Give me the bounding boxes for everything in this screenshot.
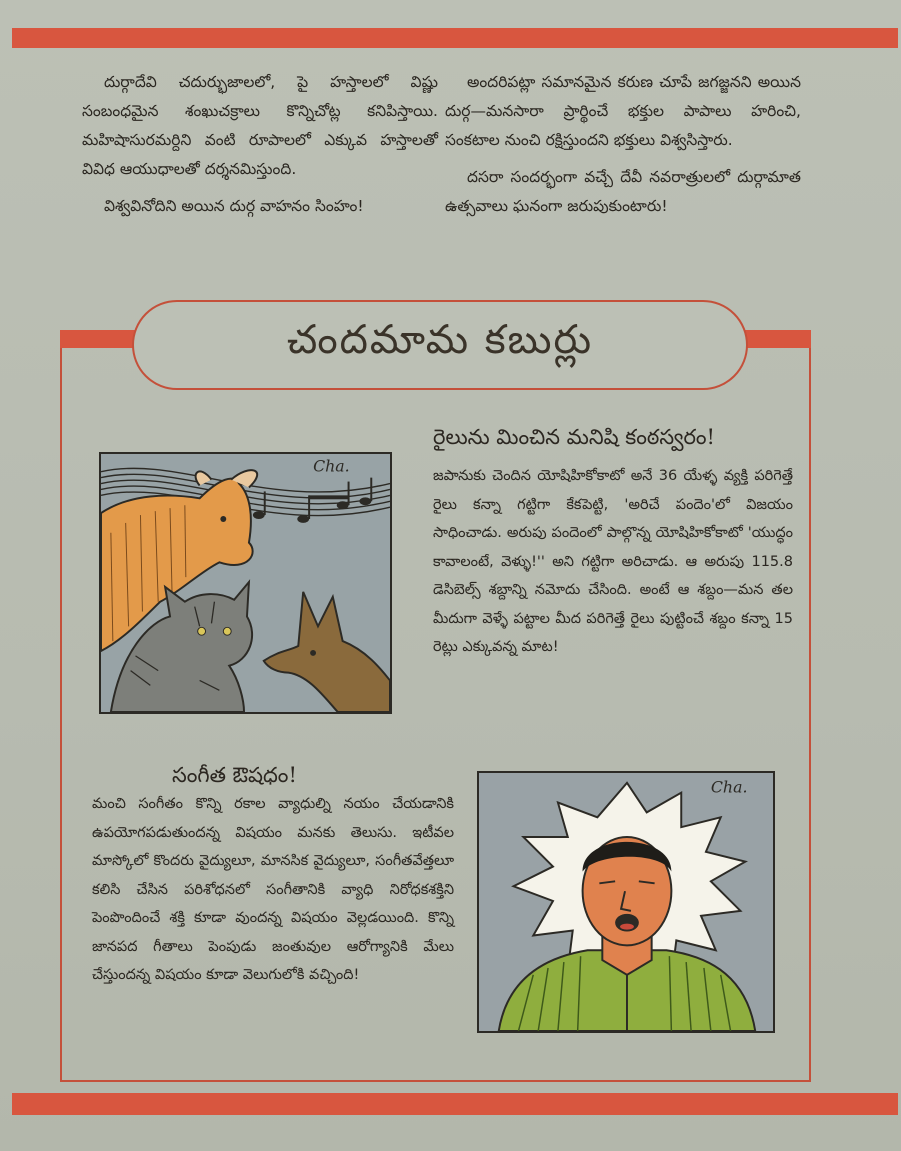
section-title: చందమామ కబుర్లు (132, 300, 748, 390)
article-title: రైలును మించిన మనిషి కంఠస్వరం! (433, 425, 715, 449)
top-red-band (12, 28, 898, 48)
article-body: జపానుకు చెందిన యోషిహికోకాటో అనే 36 యేళ్ళ వ్యక్తి పరిగెత్తే రైలు కన్నా గట్టిగా కేకపెట్టి, 'అరిచే పందెం'లో విజయం సాధించాడు. అరుపు పందెంలో పాల్గొన్న యోషిహికోకాటో 'యుద్ధం కావాలంటే, వెళ్ళు!'' అని గట్టిగా అరిచాడు. ఆ అరుపు 115.8 డెసిబెల్స్ శబ్దాన్ని నమోదు చేసింది. అంటే ఆ శబ్దం—మన తల మీదుగా వెళ్ళే పట్టాల మీద పరిగెత్తే రైలు పుట్టించే శబ్దం కన్నా 15 రెట్లు ఎక్కువన్న మాట! (433, 468, 793, 655)
intro-paragraph: విశ్వవినోదిని అయిన దుర్గ వాహనం సింహం! (104, 197, 364, 215)
animals-music-illustration (99, 452, 392, 714)
intro-paragraph: దుర్గాదేవి చదుర్భుజాలలో, పై హస్తాలలో విష్ణు సంబంధమైన శంఖుచక్రాలు కొన్నిచోట్ల కనిపిస్తాయి. మహిషాసురమర్దిని వంటి రూపాలలో ఎక్కువ హస్తాలతో వివిధ ఆయుధాలతో దర్శనమిస్తుంది. (82, 73, 438, 178)
singing-man-illustration (477, 771, 775, 1033)
bottom-red-band (12, 1093, 898, 1115)
illustrator-signature: Cha. (710, 777, 748, 797)
right-intro-column (445, 68, 801, 229)
left-intro-column (82, 68, 438, 229)
article-body: మంచి సంగీతం కొన్ని రకాల వ్యాధుల్ని నయం చేయడానికి ఉపయోగపడుతుందన్న విషయం మనకు తెలుసు. ఇటీవల మాస్కోలో కొందరు వైద్యులూ, మానసిక వైద్యులూ, సంగీతవేత్తలూ కలిసి చేసిన పరిశోధనలో సంగీతానికి వ్యాధి నిరోధకశక్తిని పెంపొందించే శక్తి కూడా వుందన్న విషయం వెల్లడయింది. కొన్ని జానపద గీతాలు పెంపుడు జంతువుల ఆరోగ్యానికి మేలు చేస్తుందన్న విషయం కూడా వెలుగులోకి వచ్చింది! (92, 796, 454, 983)
illustrator-signature: Cha. (313, 456, 350, 476)
frame-right-tab (745, 330, 811, 348)
article-title: సంగీత ఔషధం! (172, 763, 297, 787)
intro-paragraph: దసరా సందర్భంగా వచ్చే దేవీ నవరాత్రులలో దుర్గామాత ఉత్సవాలు ఘనంగా జరుపుకుంటారు! (445, 168, 801, 215)
intro-paragraph: అందరిపట్లా సమానమైన కరుణ చూపే జగజ్జనని అయిన దుర్గ—మనసారా ప్రార్థించే భక్తుల పాపాలు హరించి, సంకటాల నుంచి రక్షిస్తుందని భక్తులు విశ్వసిస్తారు. (445, 73, 801, 149)
